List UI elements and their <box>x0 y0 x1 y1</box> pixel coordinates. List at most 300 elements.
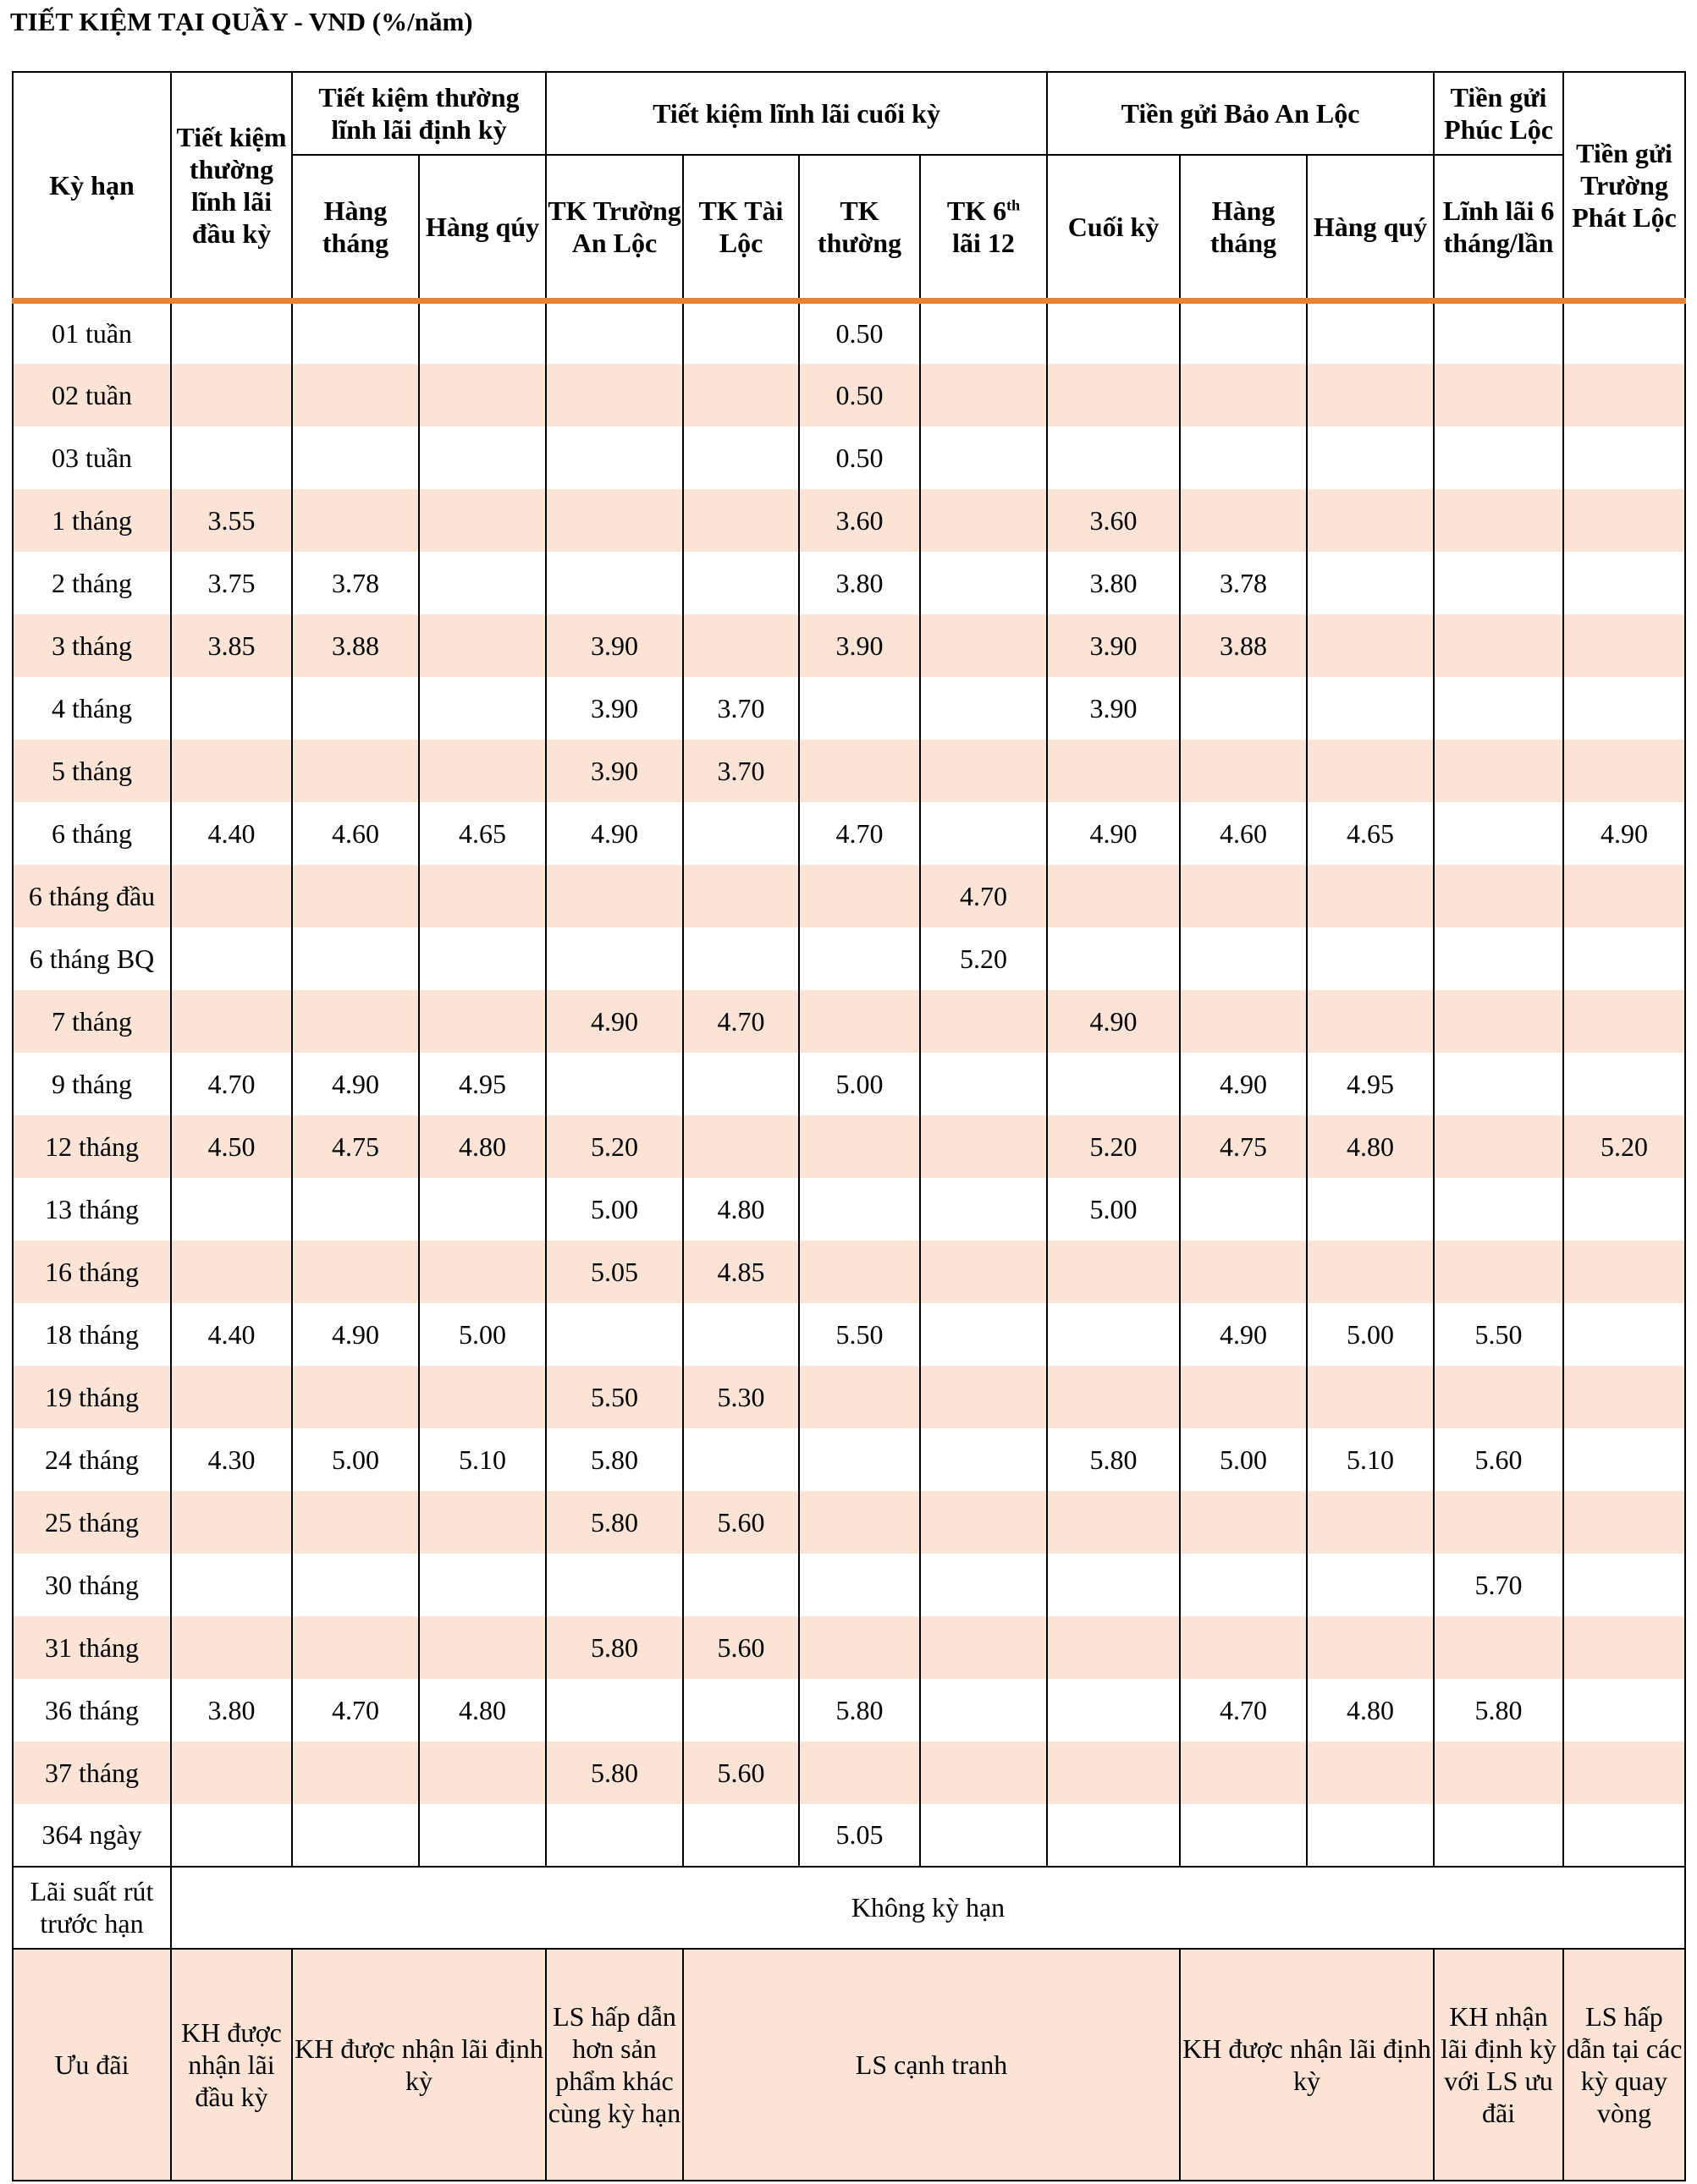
early-withdrawal-label: Lãi suất rút trước hạn <box>13 1867 171 1949</box>
term-cell: 01 tuần <box>13 301 171 364</box>
table-row <box>13 489 1685 552</box>
rate-cell <box>1307 426 1434 489</box>
rate-cell <box>1563 614 1685 677</box>
rate-cell <box>683 614 799 677</box>
rate-cell <box>546 301 683 364</box>
rate-cell: 5.60 <box>683 1616 799 1679</box>
rate-cell <box>1047 927 1180 990</box>
rate-cell: 5.80 <box>546 1428 683 1491</box>
rate-cell <box>920 1804 1047 1867</box>
rate-cell: 5.20 <box>546 1115 683 1178</box>
rate-cell <box>1307 552 1434 614</box>
rate-cell <box>683 1053 799 1115</box>
rate-cell <box>171 1491 292 1554</box>
rate-cell <box>171 364 292 426</box>
term-cell: 13 tháng <box>13 1178 171 1241</box>
rate-cell <box>546 1554 683 1616</box>
rate-cell: 4.90 <box>1563 802 1685 865</box>
rate-cell: 4.80 <box>1307 1115 1434 1178</box>
rate-cell: 4.40 <box>171 1303 292 1366</box>
rate-cell: 3.60 <box>1047 489 1180 552</box>
rate-cell: 5.30 <box>683 1366 799 1428</box>
rate-cell <box>1180 1178 1307 1241</box>
rate-cell <box>1307 489 1434 552</box>
rate-cell <box>799 990 920 1053</box>
rate-cell <box>1434 301 1563 364</box>
rate-cell: 4.90 <box>292 1303 419 1366</box>
rate-cell <box>920 301 1047 364</box>
rate-cell <box>1434 1241 1563 1303</box>
rate-cell <box>292 1241 419 1303</box>
rate-cell: 4.40 <box>171 802 292 865</box>
table-row <box>13 1366 1685 1428</box>
rate-cell <box>292 1741 419 1804</box>
bao-an-loc-monthly-header: Hàng tháng <box>1180 155 1307 301</box>
table-row <box>13 1491 1685 1554</box>
rate-cell <box>920 1741 1047 1804</box>
rate-cell: 4.60 <box>1180 802 1307 865</box>
perks-label: Ưu đãi <box>13 1949 171 2181</box>
rate-cell <box>683 1554 799 1616</box>
rate-cell <box>1180 1804 1307 1867</box>
rate-cell <box>1180 364 1307 426</box>
rate-cell <box>1307 364 1434 426</box>
rate-cell <box>1307 677 1434 740</box>
rate-cell <box>419 1804 546 1867</box>
rate-cell: 4.90 <box>546 990 683 1053</box>
rate-cell <box>419 364 546 426</box>
term-cell: 364 ngày <box>13 1804 171 1867</box>
rate-cell <box>1434 1491 1563 1554</box>
term-cell: 2 tháng <box>13 552 171 614</box>
rate-cell <box>171 865 292 927</box>
rate-cell <box>171 1178 292 1241</box>
rate-cell <box>1307 1491 1434 1554</box>
rate-cell <box>1434 740 1563 802</box>
rate-cell <box>1307 740 1434 802</box>
rate-cell: 5.00 <box>1180 1428 1307 1491</box>
rate-cell <box>683 1679 799 1741</box>
rate-cell <box>1180 1491 1307 1554</box>
rate-cell <box>1047 865 1180 927</box>
rate-cell <box>419 1554 546 1616</box>
term-cell: 6 tháng đầu <box>13 865 171 927</box>
rate-cell: 4.90 <box>1180 1053 1307 1115</box>
rate-cell <box>683 1428 799 1491</box>
rate-cell: 5.50 <box>546 1366 683 1428</box>
rate-cell <box>1563 740 1685 802</box>
term-cell: 30 tháng <box>13 1554 171 1616</box>
rate-cell <box>546 865 683 927</box>
table-row <box>13 1053 1685 1115</box>
rate-cell <box>419 489 546 552</box>
periodic-monthly-header: Hàng tháng <box>292 155 419 301</box>
rate-cell: 3.90 <box>546 740 683 802</box>
rate-cell <box>683 865 799 927</box>
rate-cell: 3.60 <box>799 489 920 552</box>
rate-cell: 4.95 <box>419 1053 546 1115</box>
rate-cell <box>920 1115 1047 1178</box>
rate-cell: 4.80 <box>1307 1679 1434 1741</box>
rate-cell <box>292 426 419 489</box>
rate-cell <box>1563 364 1685 426</box>
rate-cell: 5.80 <box>799 1679 920 1741</box>
rate-cell <box>1180 489 1307 552</box>
rate-cell <box>1434 677 1563 740</box>
term-cell: 7 tháng <box>13 990 171 1053</box>
endterm-6th-sup: th <box>1006 196 1021 214</box>
rate-cell <box>419 301 546 364</box>
rate-cell <box>419 990 546 1053</box>
rate-cell: 5.80 <box>546 1741 683 1804</box>
rate-cell <box>171 426 292 489</box>
term-cell: 16 tháng <box>13 1241 171 1303</box>
rate-cell: 0.50 <box>799 301 920 364</box>
savings-rate-table <box>12 71 1686 2181</box>
rate-cell <box>799 1491 920 1554</box>
rate-cell <box>419 677 546 740</box>
rate-cell <box>171 677 292 740</box>
rate-cell <box>683 1804 799 1867</box>
rate-cell <box>1307 1616 1434 1679</box>
table-row <box>13 1303 1685 1366</box>
table-row <box>13 614 1685 677</box>
rate-cell <box>292 927 419 990</box>
rate-cell: 5.80 <box>1434 1679 1563 1741</box>
rate-cell <box>920 1679 1047 1741</box>
term-cell: 18 tháng <box>13 1303 171 1366</box>
rate-cell <box>1047 1804 1180 1867</box>
rate-cell: 5.80 <box>546 1616 683 1679</box>
rate-cell: 4.75 <box>1180 1115 1307 1178</box>
rate-cell <box>419 927 546 990</box>
term-cell: 19 tháng <box>13 1366 171 1428</box>
rate-cell <box>419 1178 546 1241</box>
rate-cell <box>546 1303 683 1366</box>
truong-phat-loc-header: Tiền gửi Trường Phát Lộc <box>1563 72 1685 301</box>
rate-cell <box>920 1428 1047 1491</box>
rate-cell <box>920 1178 1047 1241</box>
rate-cell: 3.55 <box>171 489 292 552</box>
term-cell: 02 tuần <box>13 364 171 426</box>
term-cell: 6 tháng BQ <box>13 927 171 990</box>
rate-cell <box>1047 1303 1180 1366</box>
rate-cell <box>1563 1053 1685 1115</box>
rate-cell <box>1047 1491 1180 1554</box>
rate-cell <box>1434 426 1563 489</box>
rate-cell <box>683 1115 799 1178</box>
table-row <box>13 1741 1685 1804</box>
rate-cell <box>1047 1741 1180 1804</box>
table-row <box>13 865 1685 927</box>
rate-cell: 3.85 <box>171 614 292 677</box>
rate-cell: 5.20 <box>920 927 1047 990</box>
rate-cell <box>171 927 292 990</box>
rate-cell <box>419 426 546 489</box>
rate-cell: 4.70 <box>171 1053 292 1115</box>
table-row <box>13 802 1685 865</box>
rate-cell <box>1047 740 1180 802</box>
rate-cell <box>1563 1303 1685 1366</box>
term-cell: 36 tháng <box>13 1679 171 1741</box>
rate-cell: 3.90 <box>546 677 683 740</box>
rate-cell <box>1047 1679 1180 1741</box>
rate-cell <box>292 1178 419 1241</box>
rate-cell <box>1434 364 1563 426</box>
table-row <box>13 927 1685 990</box>
prepaid-header: Tiết kiệm thường lĩnh lãi đầu kỳ <box>171 72 292 301</box>
rate-cell: 4.90 <box>1047 802 1180 865</box>
rate-cell <box>920 614 1047 677</box>
rate-cell <box>546 927 683 990</box>
endterm-6th-label: TK 6 <box>946 195 1007 226</box>
rate-cell <box>1563 1241 1685 1303</box>
rate-cell <box>1434 927 1563 990</box>
term-cell: 12 tháng <box>13 1115 171 1178</box>
perk-bao-an-loc: KH được nhận lãi định kỳ <box>1180 1949 1434 2181</box>
rate-cell <box>799 677 920 740</box>
rate-cell <box>1563 301 1685 364</box>
rate-cell <box>1180 740 1307 802</box>
table-row <box>13 301 1685 364</box>
rate-cell <box>1180 301 1307 364</box>
rate-cell <box>1307 1554 1434 1616</box>
rate-cell <box>1434 1741 1563 1804</box>
rate-cell <box>1434 990 1563 1053</box>
rate-cell <box>1307 1804 1434 1867</box>
table-row <box>13 426 1685 489</box>
phuc-loc-group-header: Tiền gửi Phúc Lộc <box>1434 72 1563 155</box>
rate-cell <box>292 990 419 1053</box>
rate-cell: 0.50 <box>799 364 920 426</box>
rate-cell <box>546 1053 683 1115</box>
rate-cell: 4.30 <box>171 1428 292 1491</box>
rate-cell <box>1563 927 1685 990</box>
table-row <box>13 990 1685 1053</box>
rate-cell <box>1180 1366 1307 1428</box>
perk-periodic: KH được nhận lãi định kỳ <box>292 1949 546 2181</box>
rate-cell <box>546 552 683 614</box>
rate-cell <box>1563 1679 1685 1741</box>
rate-cell: 4.60 <box>292 802 419 865</box>
rate-cell <box>920 990 1047 1053</box>
rate-cell <box>546 1679 683 1741</box>
rate-cell: 4.65 <box>1307 802 1434 865</box>
rate-cell <box>683 364 799 426</box>
rate-cell: 5.50 <box>1434 1303 1563 1366</box>
rate-cell <box>799 1241 920 1303</box>
rate-cell: 3.90 <box>1047 677 1180 740</box>
rate-cell <box>1307 301 1434 364</box>
rate-cell <box>683 301 799 364</box>
table-row <box>13 740 1685 802</box>
rate-cell <box>1563 489 1685 552</box>
rate-cell <box>171 740 292 802</box>
rate-cell <box>292 1804 419 1867</box>
rate-cell: 5.00 <box>799 1053 920 1115</box>
rate-cell <box>799 1178 920 1241</box>
perk-truong-an-loc: LS hấp dẫn hơn sản phẩm khác cùng kỳ hạn <box>546 1949 683 2181</box>
rate-cell: 3.90 <box>799 614 920 677</box>
table-row <box>13 677 1685 740</box>
bao-an-loc-quarterly-header: Hàng quý <box>1307 155 1434 301</box>
rate-cell: 4.70 <box>683 990 799 1053</box>
rate-cell <box>920 1616 1047 1679</box>
rate-cell <box>1180 426 1307 489</box>
table-row <box>13 1554 1685 1616</box>
endterm-group-header: Tiết kiệm lĩnh lãi cuối kỳ <box>546 72 1047 155</box>
rate-cell <box>546 1804 683 1867</box>
rate-cell: 4.85 <box>683 1241 799 1303</box>
rate-cell <box>683 927 799 990</box>
rate-cell: 3.70 <box>683 740 799 802</box>
rate-cell: 5.10 <box>419 1428 546 1491</box>
rate-cell <box>683 426 799 489</box>
term-cell: 25 tháng <box>13 1491 171 1554</box>
rate-cell <box>683 1303 799 1366</box>
bao-an-loc-group-header: Tiền gửi Bảo An Lộc <box>1047 72 1434 155</box>
rate-cell <box>292 1491 419 1554</box>
periodic-quarterly-header: Hàng qúy <box>419 155 546 301</box>
rate-cell <box>292 489 419 552</box>
rate-cell <box>920 1491 1047 1554</box>
rate-cell <box>1563 1428 1685 1491</box>
rate-cell <box>799 1741 920 1804</box>
rate-cell <box>1180 927 1307 990</box>
rate-cell <box>1180 1554 1307 1616</box>
perk-phuc-loc: KH nhận lãi định kỳ với LS ưu đãi <box>1434 1949 1563 2181</box>
rate-rows <box>13 301 1685 1867</box>
rate-cell <box>1307 927 1434 990</box>
rate-cell <box>1563 1366 1685 1428</box>
rate-cell <box>920 1053 1047 1115</box>
rate-cell <box>171 1241 292 1303</box>
rate-cell <box>920 677 1047 740</box>
rate-cell: 4.90 <box>546 802 683 865</box>
rate-cell: 4.50 <box>171 1115 292 1178</box>
rate-cell <box>1563 426 1685 489</box>
rate-cell: 4.90 <box>292 1053 419 1115</box>
rate-cell <box>1047 426 1180 489</box>
rate-cell: 4.75 <box>292 1115 419 1178</box>
bao-an-loc-end-header: Cuối kỳ <box>1047 155 1180 301</box>
rate-cell <box>920 426 1047 489</box>
rate-cell <box>419 1241 546 1303</box>
rate-cell <box>920 489 1047 552</box>
rate-cell <box>546 489 683 552</box>
rate-cell: 4.65 <box>419 802 546 865</box>
rate-cell <box>799 1115 920 1178</box>
rate-cell: 3.70 <box>683 677 799 740</box>
rate-cell <box>171 1741 292 1804</box>
rate-cell <box>1307 1366 1434 1428</box>
rate-cell <box>1047 1241 1180 1303</box>
rate-cell: 0.50 <box>799 426 920 489</box>
rate-cell <box>1047 1554 1180 1616</box>
rate-cell <box>292 364 419 426</box>
term-cell: 6 tháng <box>13 802 171 865</box>
rate-cell: 5.00 <box>546 1178 683 1241</box>
rate-cell <box>292 1366 419 1428</box>
rate-cell <box>419 552 546 614</box>
periodic-group-header: Tiết kiệm thường lĩnh lãi định kỳ <box>292 72 546 155</box>
endterm-6th-header <box>920 155 1047 301</box>
rate-cell: 5.10 <box>1307 1428 1434 1491</box>
rate-cell <box>1047 1053 1180 1115</box>
table-row <box>13 1241 1685 1303</box>
phuc-loc-sub-header: Lĩnh lãi 6 tháng/lần <box>1434 155 1563 301</box>
rate-cell <box>1434 1115 1563 1178</box>
rate-cell: 5.20 <box>1563 1115 1685 1178</box>
rate-cell <box>419 1491 546 1554</box>
rate-cell: 4.70 <box>920 865 1047 927</box>
rate-cell: 5.00 <box>1307 1303 1434 1366</box>
rate-cell: 5.50 <box>799 1303 920 1366</box>
rate-cell <box>1434 552 1563 614</box>
rate-cell: 5.60 <box>683 1741 799 1804</box>
rate-cell <box>1307 865 1434 927</box>
rate-cell <box>1307 1178 1434 1241</box>
rate-cell <box>683 552 799 614</box>
rate-cell <box>799 1616 920 1679</box>
rate-cell <box>920 740 1047 802</box>
perk-competitive: LS cạnh tranh <box>683 1949 1180 2181</box>
rate-cell <box>1563 990 1685 1053</box>
term-cell: 24 tháng <box>13 1428 171 1491</box>
rate-cell <box>1434 1616 1563 1679</box>
table-row <box>13 552 1685 614</box>
rate-cell: 4.70 <box>799 802 920 865</box>
perk-prepaid: KH được nhận lãi đầu kỳ <box>171 1949 292 2181</box>
rate-cell <box>1563 677 1685 740</box>
term-cell: 1 tháng <box>13 489 171 552</box>
term-cell: 31 tháng <box>13 1616 171 1679</box>
rate-cell <box>799 1554 920 1616</box>
rate-cell: 3.88 <box>292 614 419 677</box>
rate-cell: 4.80 <box>683 1178 799 1241</box>
rate-cell <box>292 1616 419 1679</box>
term-cell: 3 tháng <box>13 614 171 677</box>
rate-cell: 5.00 <box>1047 1178 1180 1241</box>
rate-cell <box>1307 614 1434 677</box>
rate-cell: 5.05 <box>546 1241 683 1303</box>
rate-cell <box>1180 677 1307 740</box>
table-row <box>13 1804 1685 1867</box>
rate-cell <box>1180 1741 1307 1804</box>
rate-cell <box>1434 1053 1563 1115</box>
rate-cell <box>546 364 683 426</box>
rate-cell <box>1307 1241 1434 1303</box>
rate-cell <box>1563 1554 1685 1616</box>
term-cell: 9 tháng <box>13 1053 171 1115</box>
rate-cell <box>1047 1616 1180 1679</box>
rate-cell <box>171 301 292 364</box>
truong-an-loc-header: TK Trường An Lộc <box>546 155 683 301</box>
rate-cell <box>1434 1178 1563 1241</box>
rate-cell <box>1434 1804 1563 1867</box>
rate-cell: 3.80 <box>799 552 920 614</box>
rate-cell <box>419 1616 546 1679</box>
rate-cell <box>1047 1366 1180 1428</box>
rate-cell <box>920 1366 1047 1428</box>
rate-cell <box>920 1241 1047 1303</box>
rate-cell: 4.90 <box>1180 1303 1307 1366</box>
rate-cell <box>799 740 920 802</box>
rate-cell <box>1563 1616 1685 1679</box>
rate-cell <box>1563 1491 1685 1554</box>
rate-cell <box>1563 1178 1685 1241</box>
rate-cell <box>920 364 1047 426</box>
